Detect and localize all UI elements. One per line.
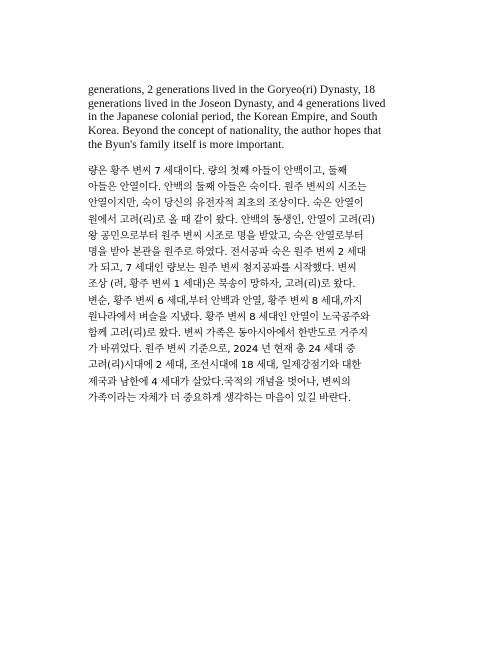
korean-line: 원나라에서 벼슬을 지냈다. 황주 변씨 8 세대인 안열이 노국공주와 (88, 311, 370, 323)
english-line: the Byun's family itself is more important. (88, 137, 285, 151)
korean-line: 아들은 안열이다. 안백의 둘째 아들은 숙이다. 원주 변씨의 시조는 (88, 182, 367, 194)
korean-paragraph (88, 164, 410, 407)
korean-line: 조상 (려, 황주 변씨 1 세대)은 북송이 망하자, 고려(리)로 왔다. (88, 279, 356, 291)
english-line: in the Japanese colonial period, the Korean Empire, and South (88, 110, 378, 124)
korean-line: 명을 받아 본관을 원주로 하였다. 전서공파 숙은 원주 변씨 2 세대 (88, 247, 367, 259)
korean-line: 제국과 남한에 4 세대가 살았다.국적의 개념을 벗어나, 변씨의 (88, 376, 351, 388)
korean-line: 왕 공민으로부터 원주 변씨 시조로 명을 받았고, 숙은 안열로부터 (88, 230, 364, 242)
english-line: generations lived in the Joseon Dynasty, and 4 generations lived (88, 96, 386, 110)
korean-line: 함께 고려(리)로 왔다. 변씨 가족은 동아시아에서 한반도로 거주지 (88, 328, 368, 340)
korean-line: 변순, 황주 변씨 6 세대,부터 안백과 안열, 황주 변씨 8 세대,까지 (88, 295, 363, 307)
korean-line: 원에서 고려(리)로 올 때 같이 왔다. 안백의 동생인, 안열이 고려(리) (88, 214, 375, 226)
korean-line: 량은 황주 변씨 7 세대이다. 량의 첫째 아들이 안백이고, 둘째 (88, 166, 347, 177)
korean-line: 가족이라는 자체가 더 중요하게 생각하는 마음이 있길 바란다. (88, 392, 351, 404)
english-line: generations, 2 generations lived in the Goryeo(ri) Dynasty, 18 (88, 83, 376, 96)
korean-line: 가 되고, 7 세대인 량보는 원주 변씨 첨지공파를 시작했다. 변씨 (88, 263, 357, 275)
korean-line: 고려(리)시대에 2 세대, 조선시대에 18 세대, 일제강점기와 대한 (88, 360, 361, 372)
korean-line: 안열이지만, 숙이 당신의 유전자적 최초의 조상이다. 숙은 안열이 (88, 198, 364, 210)
english-paragraph (88, 83, 408, 152)
english-line: Korea. Beyond the concept of nationality, the author hopes that (88, 124, 382, 138)
korean-line: 가 바뀌었다. 원주 변씨 기준으로, 2024 년 현재 총 24 세대 중 (88, 344, 356, 356)
